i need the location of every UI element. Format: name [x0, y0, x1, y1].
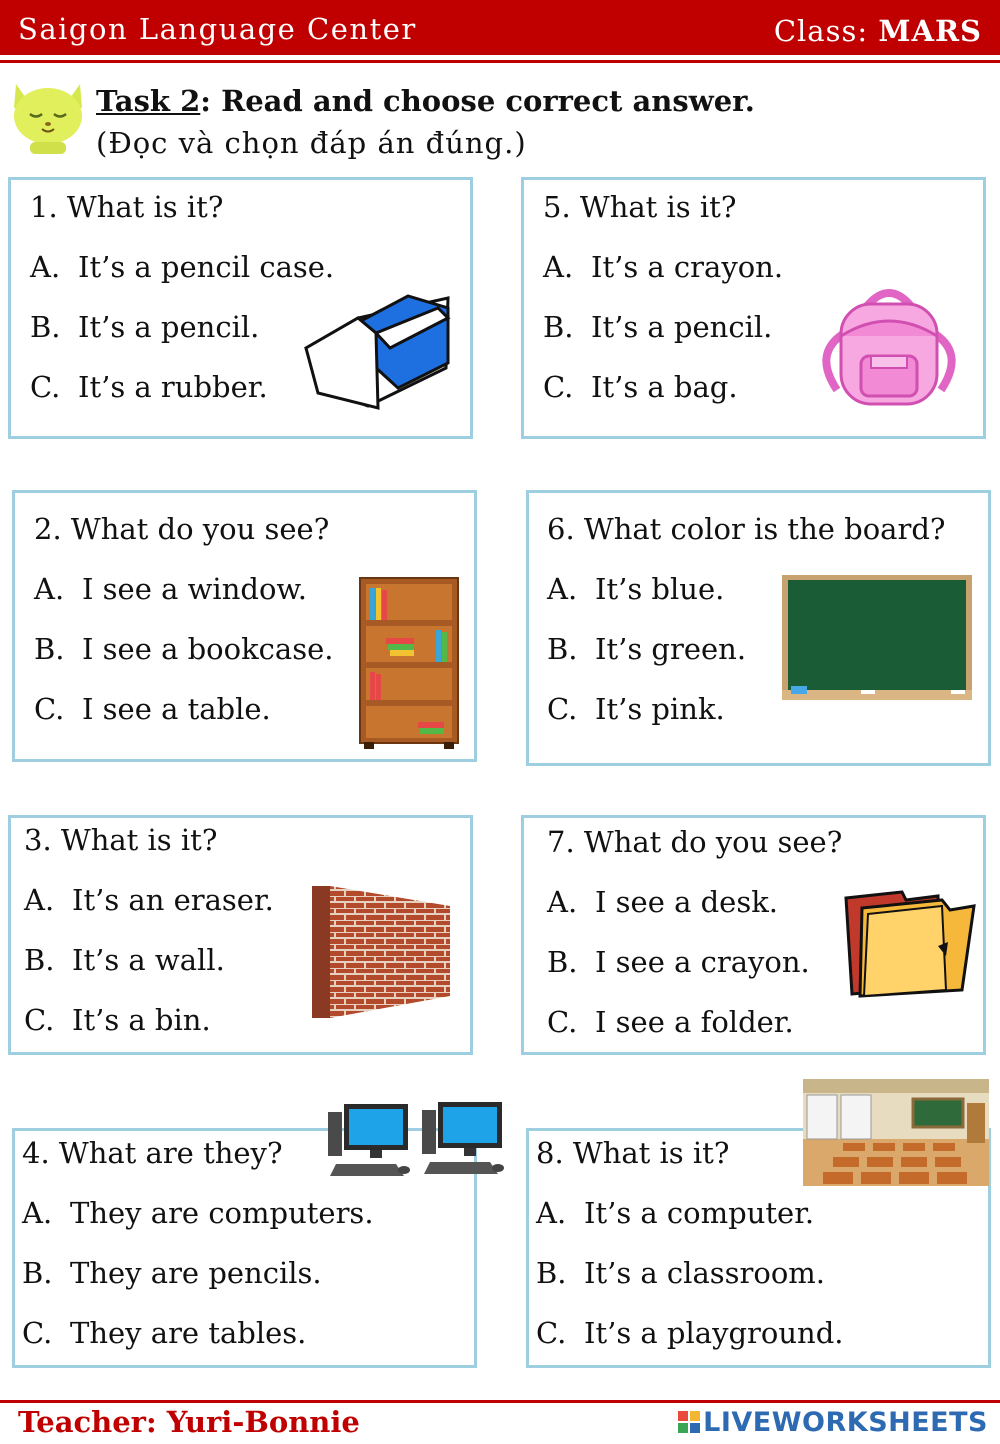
liveworksheets-logo-icon — [678, 1411, 700, 1433]
question-text: 8. What is it? — [536, 1136, 730, 1170]
option-c[interactable]: C. It’s a bin. — [24, 1003, 211, 1037]
class-name: MARS — [878, 14, 982, 48]
option-c[interactable]: C. I see a folder. — [547, 1005, 794, 1039]
option-a[interactable]: A. It’s a crayon. — [543, 250, 784, 284]
option-b[interactable]: B. I see a crayon. — [547, 945, 810, 979]
option-a[interactable]: A. I see a window. — [34, 572, 308, 606]
footer-divider — [0, 1400, 1000, 1403]
task-label: Task 2 — [96, 84, 201, 118]
option-c[interactable]: C. They are tables. — [22, 1316, 307, 1350]
option-b[interactable]: B. It’s a pencil. — [543, 310, 773, 344]
question-text: 7. What do you see? — [547, 825, 843, 859]
option-a[interactable]: A. It’s a computer. — [536, 1196, 815, 1230]
brand-text: LIVEWORKSHEETS — [703, 1407, 988, 1438]
option-a[interactable]: A. It’s an eraser. — [24, 883, 274, 917]
teacher-name: Teacher: Yuri-Bonnie — [18, 1405, 360, 1439]
option-c[interactable]: C. It’s a bag. — [543, 370, 738, 404]
task-translation: (Đọc và chọn đáp án đúng.) — [96, 126, 527, 160]
center-name: Saigon Language Center — [18, 12, 417, 46]
option-b[interactable]: B. It’s green. — [547, 632, 747, 666]
task-instruction: : Read and choose correct answer. — [200, 84, 755, 118]
question-text: 1. What is it? — [30, 190, 224, 224]
question-text: 5. What is it? — [543, 190, 737, 224]
option-c[interactable]: C. It’s a rubber. — [30, 370, 268, 404]
question-text: 6. What color is the board? — [547, 512, 946, 546]
question-text: 2. What do you see? — [34, 512, 330, 546]
header-divider — [0, 60, 1000, 63]
option-a[interactable]: A. I see a desk. — [547, 885, 779, 919]
option-a[interactable]: A. It’s blue. — [547, 572, 725, 606]
option-c[interactable]: C. It’s pink. — [547, 692, 725, 726]
cat-mascot-icon — [8, 74, 88, 154]
option-c[interactable]: C. I see a table. — [34, 692, 271, 726]
liveworksheets-brand[interactable] — [678, 1407, 988, 1438]
question-text: 3. What is it? — [24, 823, 218, 857]
brick-wall-icon — [310, 884, 455, 1022]
backpack-icon — [815, 284, 963, 406]
class-label: Class: MARS — [773, 14, 982, 48]
header-bar — [0, 0, 1000, 55]
chalkboard-icon — [781, 574, 973, 704]
option-b[interactable]: B. They are pencils. — [22, 1256, 322, 1290]
option-b[interactable]: B. I see a bookcase. — [34, 632, 334, 666]
eraser-icon — [298, 288, 453, 413]
bookcase-icon — [358, 576, 460, 751]
option-b[interactable]: B. It’s a wall. — [24, 943, 225, 977]
option-c[interactable]: C. It’s a playground. — [536, 1316, 844, 1350]
question-text: 4. What are they? — [22, 1136, 283, 1170]
option-b[interactable]: B. It’s a pencil. — [30, 310, 260, 344]
option-a[interactable]: A. It’s a pencil case. — [30, 250, 335, 284]
task-title — [96, 84, 755, 118]
computers-icon — [322, 1098, 504, 1180]
option-b[interactable]: B. It’s a classroom. — [536, 1256, 826, 1290]
option-a[interactable]: A. They are computers. — [22, 1196, 374, 1230]
folder-icon — [842, 886, 977, 1001]
classroom-icon — [803, 1079, 989, 1186]
